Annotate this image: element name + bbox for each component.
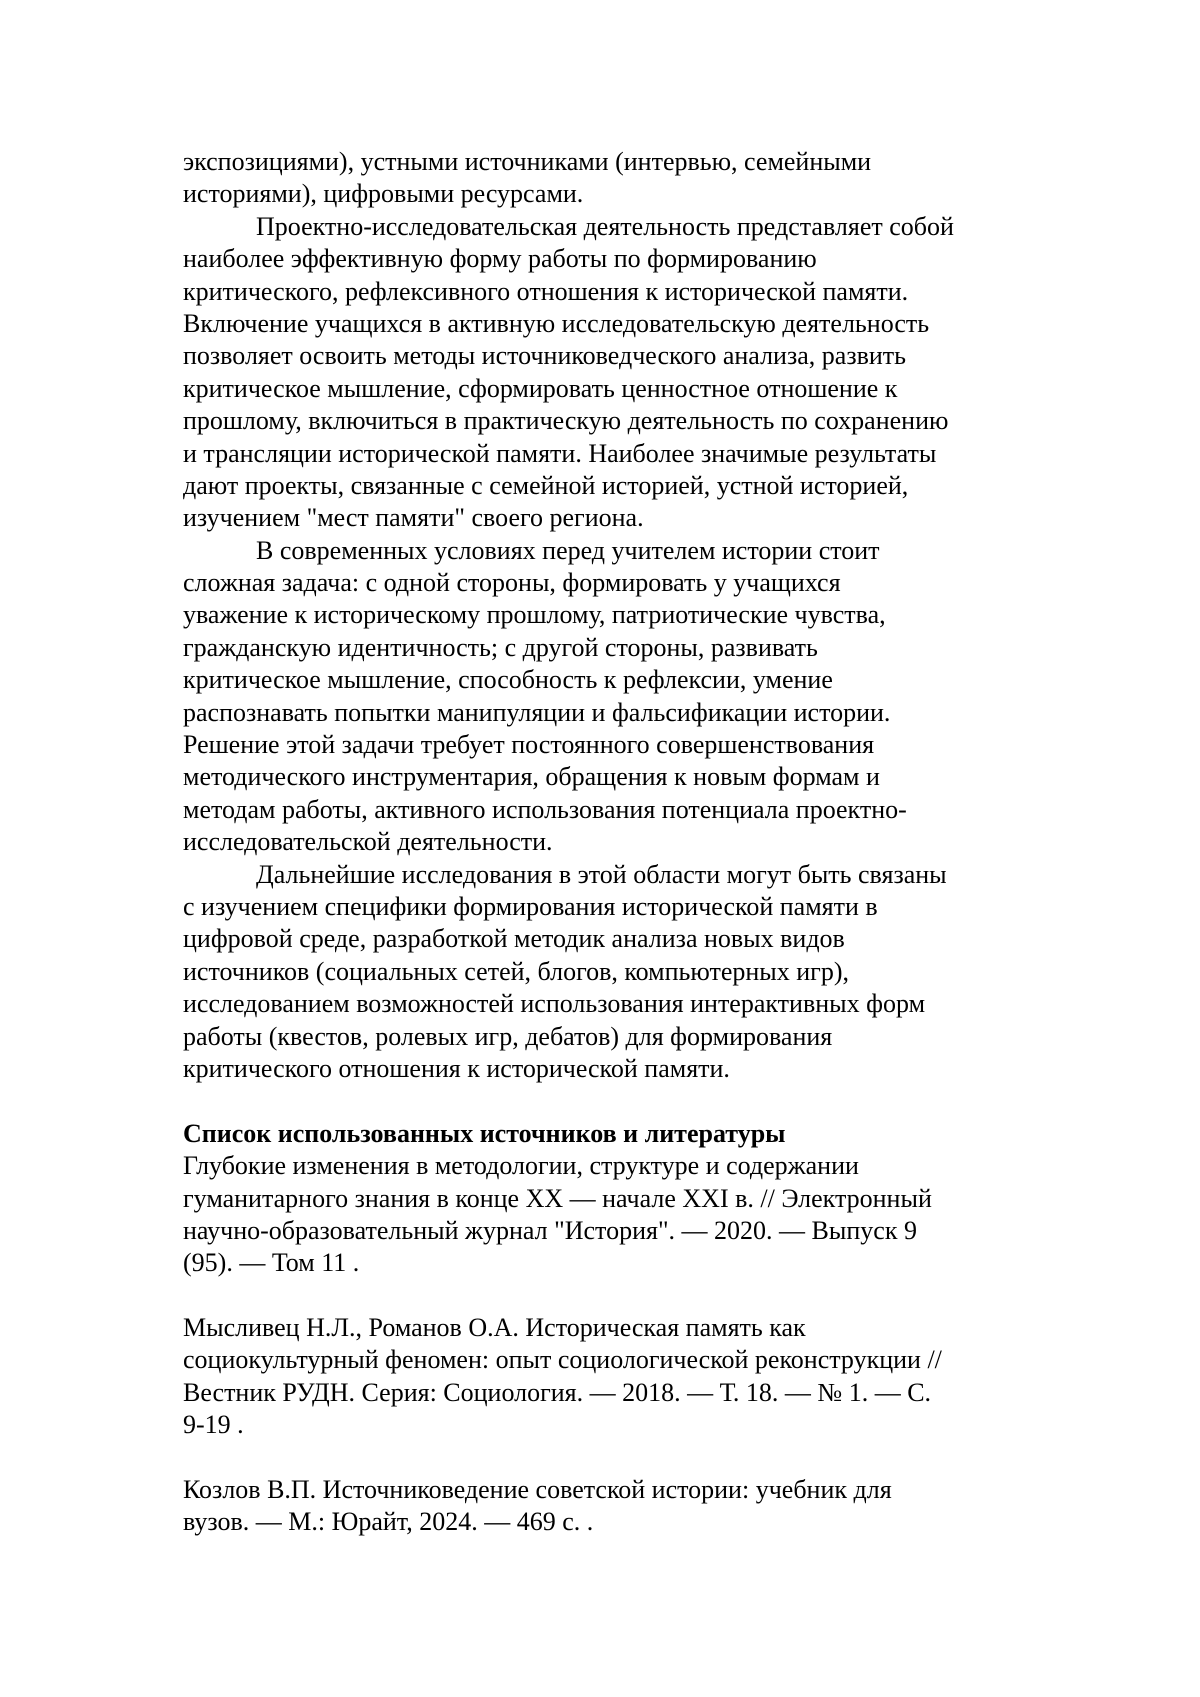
text-line: цифровой среде, разработкой методик анализа новых видов	[183, 924, 845, 954]
text-line: 9-19 .	[183, 1410, 244, 1440]
text-line: В современных условиях перед учителем истории стоит	[256, 535, 880, 565]
blank-line	[183, 1280, 1053, 1312]
reference-entry	[183, 1474, 1053, 1539]
text-line: социокультурный феномен: опыт социологической реконструкции //	[183, 1345, 942, 1375]
text-line: гражданскую идентичность; с другой стороны, развивать	[183, 632, 818, 662]
text-line: гуманитарного знания в конце XX — начале XXI в. // Электронный	[183, 1183, 932, 1213]
text-line: дают проекты, связанные с семейной историей, устной историей,	[183, 470, 909, 500]
text-line: уважение к историческому прошлому, патриотические чувства,	[183, 600, 886, 630]
text-line: (95). — Том 11 .	[183, 1248, 360, 1278]
text-line: распознавать попытки манипуляции и фальсификации истории.	[183, 697, 891, 727]
text-line: Вестник РУДН. Серия: Социология. — 2018. — Т. 18. — № 1. — С.	[183, 1377, 932, 1407]
text-line: и трансляции исторической памяти. Наиболее значимые результаты	[183, 438, 937, 468]
text-line: работы (квестов, ролевых игр, дебатов) для формирования	[183, 1021, 833, 1051]
text-line: Мысливец Н.Л., Романов О.А. Историческая память как	[183, 1313, 806, 1343]
text-line: исследованием возможностей использования интерактивных форм	[183, 989, 926, 1019]
text-line: наиболее эффективную форму работы по формированию	[183, 244, 817, 274]
text-line: критического, рефлексивного отношения к исторической памяти.	[183, 276, 909, 306]
text-line: методам работы, активного использования потенциала проектно-	[183, 794, 907, 824]
body-paragraph	[183, 211, 1053, 535]
text-line: критическое мышление, сформировать ценностное отношение к	[183, 373, 898, 403]
text-line: Козлов В.П. Источниковедение советской истории: учебник для	[183, 1475, 892, 1505]
reference-entry	[183, 1312, 1053, 1442]
text-line: критическое мышление, способность к рефлексии, умение	[183, 665, 833, 695]
blank-line	[183, 1085, 1053, 1117]
text-line: Проектно-исследовательская деятельность представляет собой	[256, 211, 954, 241]
text-line: с изучением специфики формирования исторической памяти в	[183, 891, 878, 921]
text-line: Глубокие изменения в методологии, структуре и содержании	[183, 1151, 859, 1181]
text-line: вузов. — М.: Юрайт, 2024. — 469 с. .	[183, 1507, 594, 1537]
text-line: историями), цифровыми ресурсами.	[183, 179, 584, 209]
body-paragraph	[183, 146, 1053, 211]
page-content	[183, 146, 1053, 1539]
text-line: исследовательской деятельности.	[183, 827, 553, 857]
text-line: методического инструментария, обращения к новым формам и	[183, 762, 880, 792]
text-line: Дальнейшие исследования в этой области могут быть связаны	[256, 859, 947, 889]
text-line: прошлому, включиться в практическую деятельность по сохранению	[183, 406, 949, 436]
references-heading: Список использованных источников и литературы	[183, 1118, 786, 1148]
text-line: экспозициями), устными источниками (интервью, семейными	[183, 147, 872, 176]
text-line: научно-образовательный журнал "История". — 2020. — Выпуск 9	[183, 1215, 917, 1245]
text-line: источников (социальных сетей, блогов, компьютерных игр),	[183, 956, 850, 986]
reference-entry	[183, 1150, 1053, 1280]
text-line: Включение учащихся в активную исследовательскую деятельность	[183, 308, 930, 338]
text-line: сложная задача: с одной стороны, формировать у учащихся	[183, 568, 841, 598]
text-line: Решение этой задачи требует постоянного совершенствования	[183, 730, 875, 760]
text-line: критического отношения к исторической памяти.	[183, 1053, 730, 1083]
body-paragraph	[183, 535, 1053, 859]
body-paragraph	[183, 859, 1053, 1086]
text-line: позволяет освоить методы источниковедческого анализа, развить	[183, 341, 906, 371]
text-line: изучением "мест памяти" своего региона.	[183, 503, 644, 533]
blank-line	[183, 1442, 1053, 1474]
